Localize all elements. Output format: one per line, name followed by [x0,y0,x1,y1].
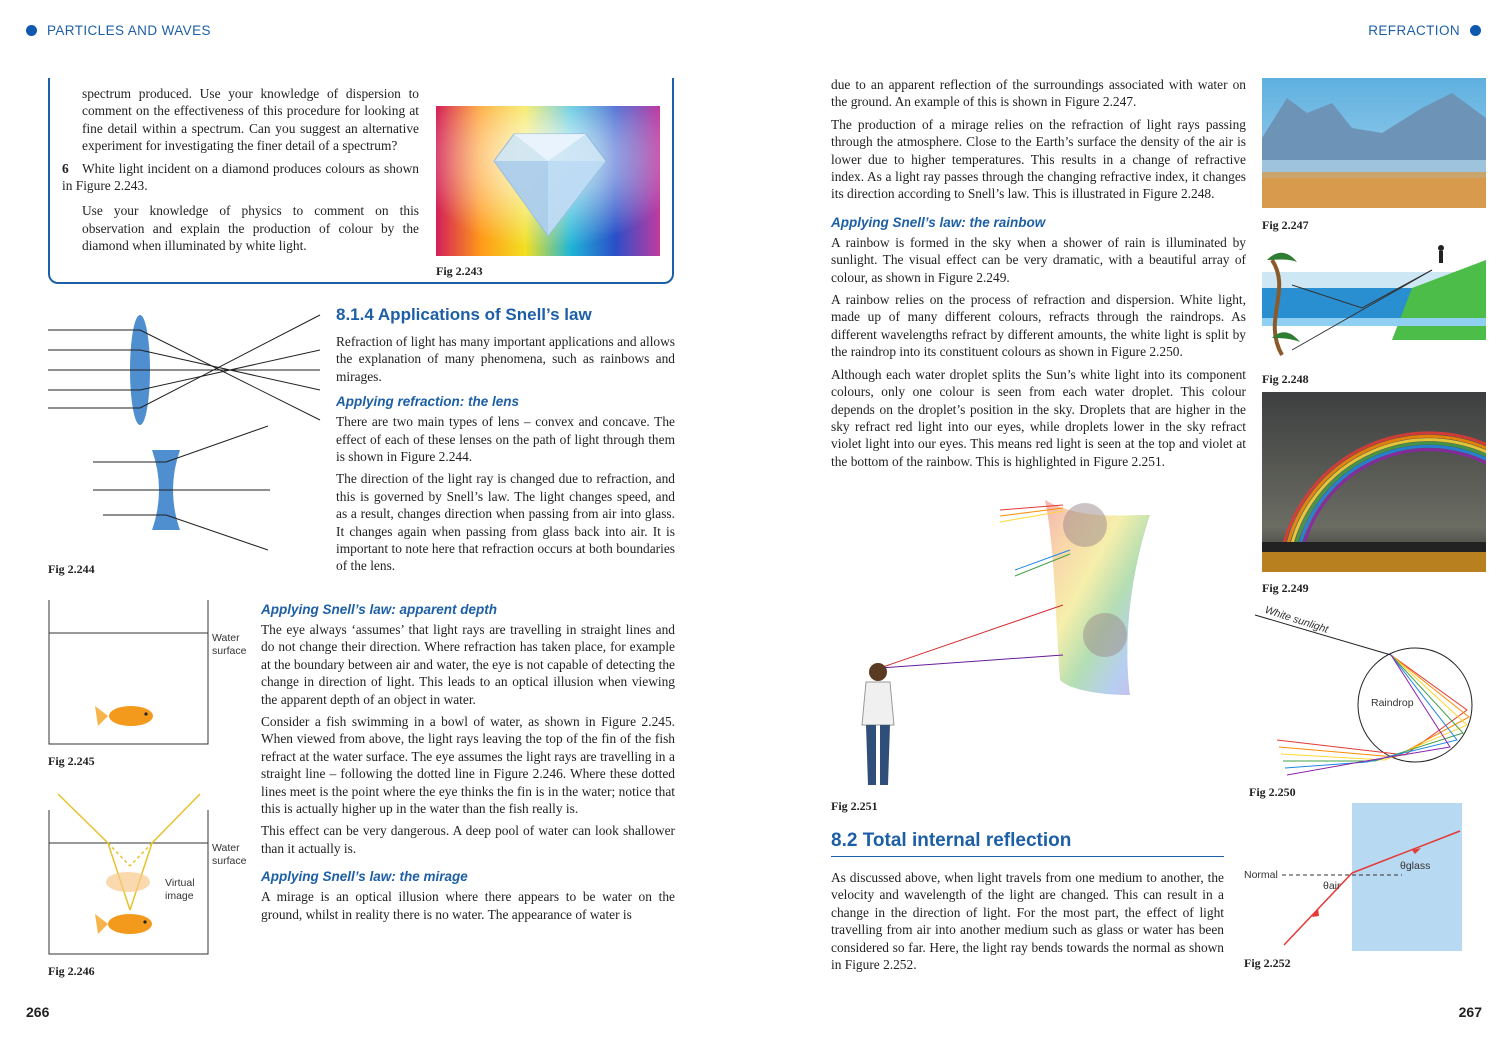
paragraph: A rainbow relies on the process of refraction and dispersion. White light, made up of many different colours, refracts through the raindrops. As different wavelengths refract by different amounts, the white light is split by the raindrop into its constituent colours as shown in Figure 2.250. [831,292,1246,360]
fig-caption-243: Fig 2.243 [436,264,483,278]
section-title-8-1-4: 8.1.4 Applications of Snell’s law [336,305,592,324]
fig-caption-248: Fig 2.248 [1262,372,1309,386]
virtual-image-label: Virtual image [165,877,195,902]
theta-glass-label: θglass [1400,860,1431,872]
paragraph: Consider a fish swimming in a bowl of water, as shown in Figure 2.245. When viewed from above, the light rays leaving the top of the fin of the fish refract at the water surface. The eye assumes the light rays are travelling in a straight line – following the dotted line in Figure 2.246. Where these dotted lines meet is the point where the eye thinks the fin is in the water; notice that this is actually higher up in the water than the fish really is. [261,714,675,817]
question-number: 6 [62,160,69,176]
white-sunlight-label: White sunlight [1263,604,1330,636]
normal-label: Normal [1244,869,1278,881]
subheading-apparent-depth: Applying Snell’s law: apparent depth [261,602,498,617]
left-running-header [26,23,211,38]
theta-air-label: θair [1323,880,1341,892]
paragraph: The direction of the light ray is changed due to refraction, and this is governed by Snell’s law. The light changes speed, and as a result, changes direction when passing from air into glass. It changes again when passing from glass back into air. It is important to note here that refraction occurs at both boundaries of the lens. [336,471,675,574]
mirage-diagram [1262,240,1486,362]
fig-caption-250: Fig 2.250 [1249,785,1296,799]
diamond-photo [436,106,660,256]
page-number-left: 266 [26,1004,50,1020]
rainbow-observer-diagram [850,490,1240,790]
right-running-header [1368,23,1481,38]
question-6-text: White light incident on a diamond produces colours as shown in Figure 2.243. [62,160,419,194]
left-column-upper [336,305,675,580]
fig-caption-247: Fig 2.247 [1262,218,1309,232]
paragraph: Refraction of light has many important applications and allows the explanation of many phenomena, such as rainbows and mirages. [336,334,675,384]
bullet-dot-icon [26,25,37,36]
right-header-title: REFRACTION [1368,23,1460,38]
paragraph: A rainbow is formed in the sky when a shower of rain is illuminated by sunlight. The visual effect can be very dramatic, with a beautiful array of colour, as shown in Figure 2.249. [831,234,1246,285]
subheading-rainbow: Applying Snell’s law: the rainbow [831,214,1046,230]
fig-caption-246: Fig 2.246 [48,964,95,978]
question-text [62,85,419,260]
raindrop-diagram [1245,605,1485,785]
paragraph: A mirage is an optical illusion where there appears to be water on the ground, whilst in reality there is no water. The appearance of water is [261,889,675,922]
virtual-image-diagram [48,792,210,956]
question-6-text2: Use your knowledge of physics to comment on this observation and explain the production of colour by the diamond when illuminated by white light. [82,203,419,254]
left-header-title: PARTICLES AND WAVES [47,23,211,38]
fig-caption-249: Fig 2.249 [1262,581,1309,595]
paragraph: As discussed above, when light travels from one medium to another, the velocity and wavelength of the light are changed. This can result in a change in the direction of light. For the most part, the effect of light travelling from air into another medium such as glass or water has been considered so far. Here, the light ray bends towards the normal as shown in Figure 2.252. [831,870,1224,973]
paragraph: Although each water droplet splits the Sun’s white light into its component colours, only one colour is seen from each water droplet. This colour depends on the droplet’s position in the sky. Droplets that are higher in the sky refract red light into our eyes, while droplets lower in the sky refract violet light into our eyes. This means red light is seen at the top and violet at the bottom of the rainbow. This is highlighted in Figure 2.251. [831,366,1246,469]
page-number-right: 267 [1458,1004,1482,1020]
right-column-lower [831,830,1224,978]
mirage-photo [1262,78,1486,208]
subheading-lens: Applying refraction: the lens [336,394,520,410]
question-continuation: spectrum produced. Use your knowledge of dispersion to comment on the effectiveness of this procedure for looking at fine detail within a spectrum. Can you suggest an alternative experiment for investigating the finer detail of a spectrum? [82,86,419,154]
fish-bowl-diagram [48,600,210,746]
water-surface-label: Water surface [212,632,247,657]
rainbow-photo [1262,392,1486,572]
paragraph: There are two main types of lens – convex and concave. The effect of each of these lenses on the path of light through them is shown in Figure 2.244. [336,414,675,465]
paragraph: This effect can be very dangerous. A deep pool of water can look shallower than it actually is. [261,823,675,856]
section-title-8-2: 8.2 Total internal reflection [831,830,1224,857]
raindrop-label: Raindrop [1371,697,1414,709]
fig-caption-244: Fig 2.244 [48,562,95,576]
paragraph: due to an apparent reflection of the surroundings associated with water on the ground. An example of this is shown in Figure 2.247. [831,77,1246,110]
question-6 [62,160,419,195]
water-surface-label: Water surface [212,842,247,867]
paragraph: The eye always ‘assumes’ that light rays are travelling in straight lines and do not change their direction. Where refraction has taken place, for example at the boundary between air and water, the eye is not capable of detecting the change in direction of light. This leads to an optical illusion when viewing the apparent depth of an object in water. [261,622,675,707]
right-column-upper [831,76,1246,475]
paragraph: The production of a mirage relies on the refraction of light rays passing through the atmosphere. Close to the Earth’s surface the density of the air is lower due to higher temperatures. This results in a change of refractive index. As a light ray passes through the changing refractive index, it changes its direction according to Snell’s law. This is illustrated in Figure 2.248. [831,116,1246,202]
lens-diagram [48,310,323,558]
bullet-dot-icon [1470,25,1481,36]
refraction-glass-diagram [1282,803,1482,953]
fig-caption-252: Fig 2.252 [1244,956,1291,970]
subheading-mirage: Applying Snell’s law: the mirage [261,869,468,885]
fig-caption-245: Fig 2.245 [48,754,95,768]
left-column-lower [261,602,675,928]
fig-caption-251: Fig 2.251 [831,799,878,813]
